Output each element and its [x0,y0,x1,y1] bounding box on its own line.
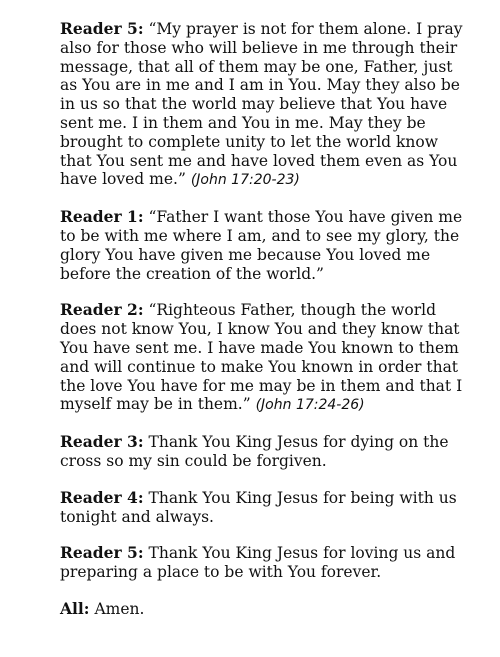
speaker-label: Reader 5: [60,19,144,38]
passage-text: Thank You King Jesus for loving us and preparing a place to be with You forever. [60,544,456,582]
passage-text: Amen. [94,599,145,618]
passage-text: “My prayer is not for them alone. I pray also for those who will believe in me through their message, that all of them may be one, Father, just as You are in me and I am in You. May they also be in us so that the world may believe that You have sent me. I in them and You in me. May they be brought to complete unity to let the world know that You sent me and have loved them even as You have loved me.” [60,20,463,189]
speaker-label: Reader 2: [60,300,144,320]
speaker-label: Reader 4: [60,487,144,507]
passage-text: “Father I want those You have given me to be with me where I am, and to see my glory, the glory You have given me because You loved me before the creation of the world.” [60,208,463,283]
passage-reader-5-thanks [60,544,472,582]
speaker-label: Reader 5: [60,543,144,563]
speaker-label: Reader 3: [60,432,144,452]
passage-all [60,600,472,619]
scripture-reference: (John 17:24-26) [255,397,365,414]
passage-text: Thank You King Jesus for being with us tonight and always. [60,488,457,526]
passage-reader-2 [60,301,472,415]
passage-reader-3 [60,433,472,471]
passage-text: “Righteous Father, though the world does not know You, I know You and they know that You have sent me. I have made You known to them and will continue to make You known in order that the love You have for me may be in them and that I myself may be in them.” [60,301,463,414]
scripture-reference: (John 17:20-23) [190,172,300,189]
passage-reader-1 [60,208,472,283]
speaker-label: Reader 1: [60,207,144,227]
speaker-label: All: [60,598,90,618]
passage-reader-4 [60,489,472,527]
passage-text: Thank You King Jesus for dying on the cross so my sin could be forgiven. [60,433,449,470]
passage-reader-5-prayer [60,20,472,190]
